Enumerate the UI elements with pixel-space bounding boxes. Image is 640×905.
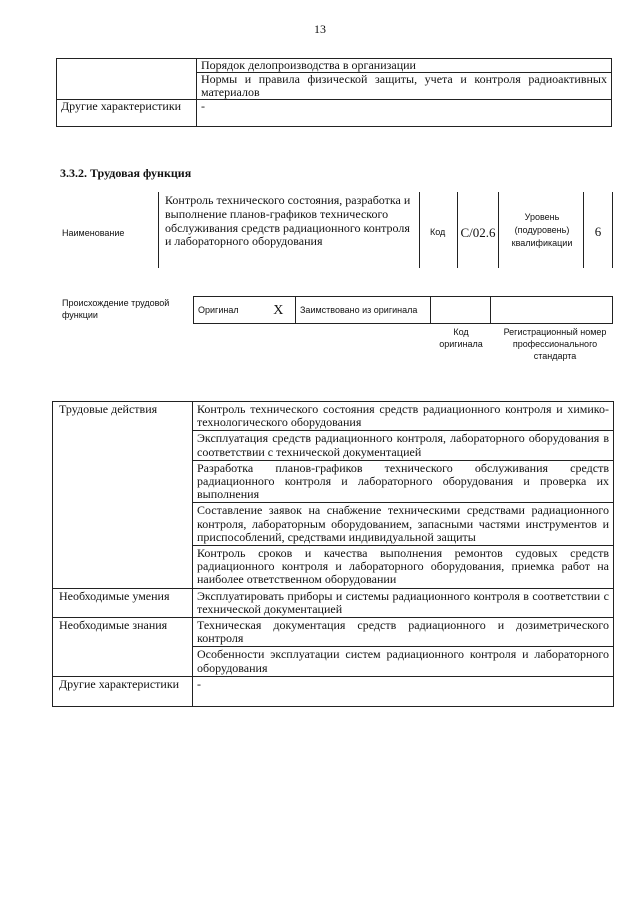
knowledge-item: Техническая документация средств радиационного и дозиметрического контроля [193,618,614,647]
original-label: Оригинал [194,297,262,324]
origin-label: Происхождение трудовой функции [62,298,170,320]
other-characteristics-value: - [197,100,612,127]
reg-number-cell [491,297,613,324]
other-characteristics-value: - [193,676,614,706]
labor-actions-label: Трудовые действия [53,402,193,589]
qualification-level-label: Уровень (подуровень) квалификации [511,212,573,248]
qualification-level-value: 6 [583,192,613,268]
knowledge-item: Особенности эксплуатации систем радиационного контроля и лабораторного оборудования [193,647,614,676]
continuation-table [56,58,612,127]
table-row [53,402,614,431]
empty-cell [57,59,197,100]
table-row [57,59,612,73]
skill-item: Эксплуатировать приборы и системы радиационного контроля в соответствии с технической документацией [193,588,614,617]
other-characteristics-label: Другие характеристики [53,676,193,706]
other-characteristics-label: Другие характеристики [57,100,197,127]
borrowed-label: Заимствовано из оригинала [296,297,431,324]
function-details-table [52,401,614,707]
table-row [53,588,614,617]
labor-action-item: Контроль технического состояния средств радиационного контроля и химико-технологического оборудования [193,402,614,431]
table-row [57,100,612,127]
knowledge-item: Порядок делопроизводства в организации [197,59,612,73]
reg-number-caption: Регистрационный номер профессионального стандарта [503,327,607,361]
table-row [53,676,614,706]
function-name: Контроль технического состояния, разработка и выполнение планов-графиков технического обслуживания средств радиационного контроля и лабораторного оборудования [158,192,420,268]
labor-action-item: Составление заявок на снабжение техническими средствами радиационного контроля, лабораторным оборудованием, запасными частями инструментов и приспособлений, средствами индивидуальной защиты [193,503,614,546]
code-original-cell [431,297,491,324]
labor-action-item: Разработка планов-графиков технического обслуживания средств радиационного контроля и лабораторного оборудования и проверка их выполнения [193,460,614,503]
original-mark: X [262,297,296,324]
labor-action-item: Эксплуатация средств радиационного контроля, лабораторного оборудования в соответствии с технической документацией [193,431,614,460]
knowledge-label: Необходимые знания [53,618,193,677]
code-original-caption: Код оригинала [439,327,483,349]
name-label: Наименование [62,228,125,238]
skills-label: Необходимые умения [53,588,193,617]
table-row [53,618,614,647]
section-title: 3.3.2. Трудовая функция [60,166,192,180]
table-row [194,297,613,324]
origin-table [193,296,613,324]
labor-action-item: Контроль сроков и качества выполнения ремонтов судовых средств радиационного контроля и лабораторного оборудования, приемка работ на наиболее ответственном оборудовании [193,546,614,589]
knowledge-item: Нормы и правила физической защиты, учета и контроля радиоактивных материалов [197,73,612,100]
page-number: 13 [314,22,326,36]
code-label: Код [430,227,446,237]
function-code: С/02.6 [457,192,499,268]
